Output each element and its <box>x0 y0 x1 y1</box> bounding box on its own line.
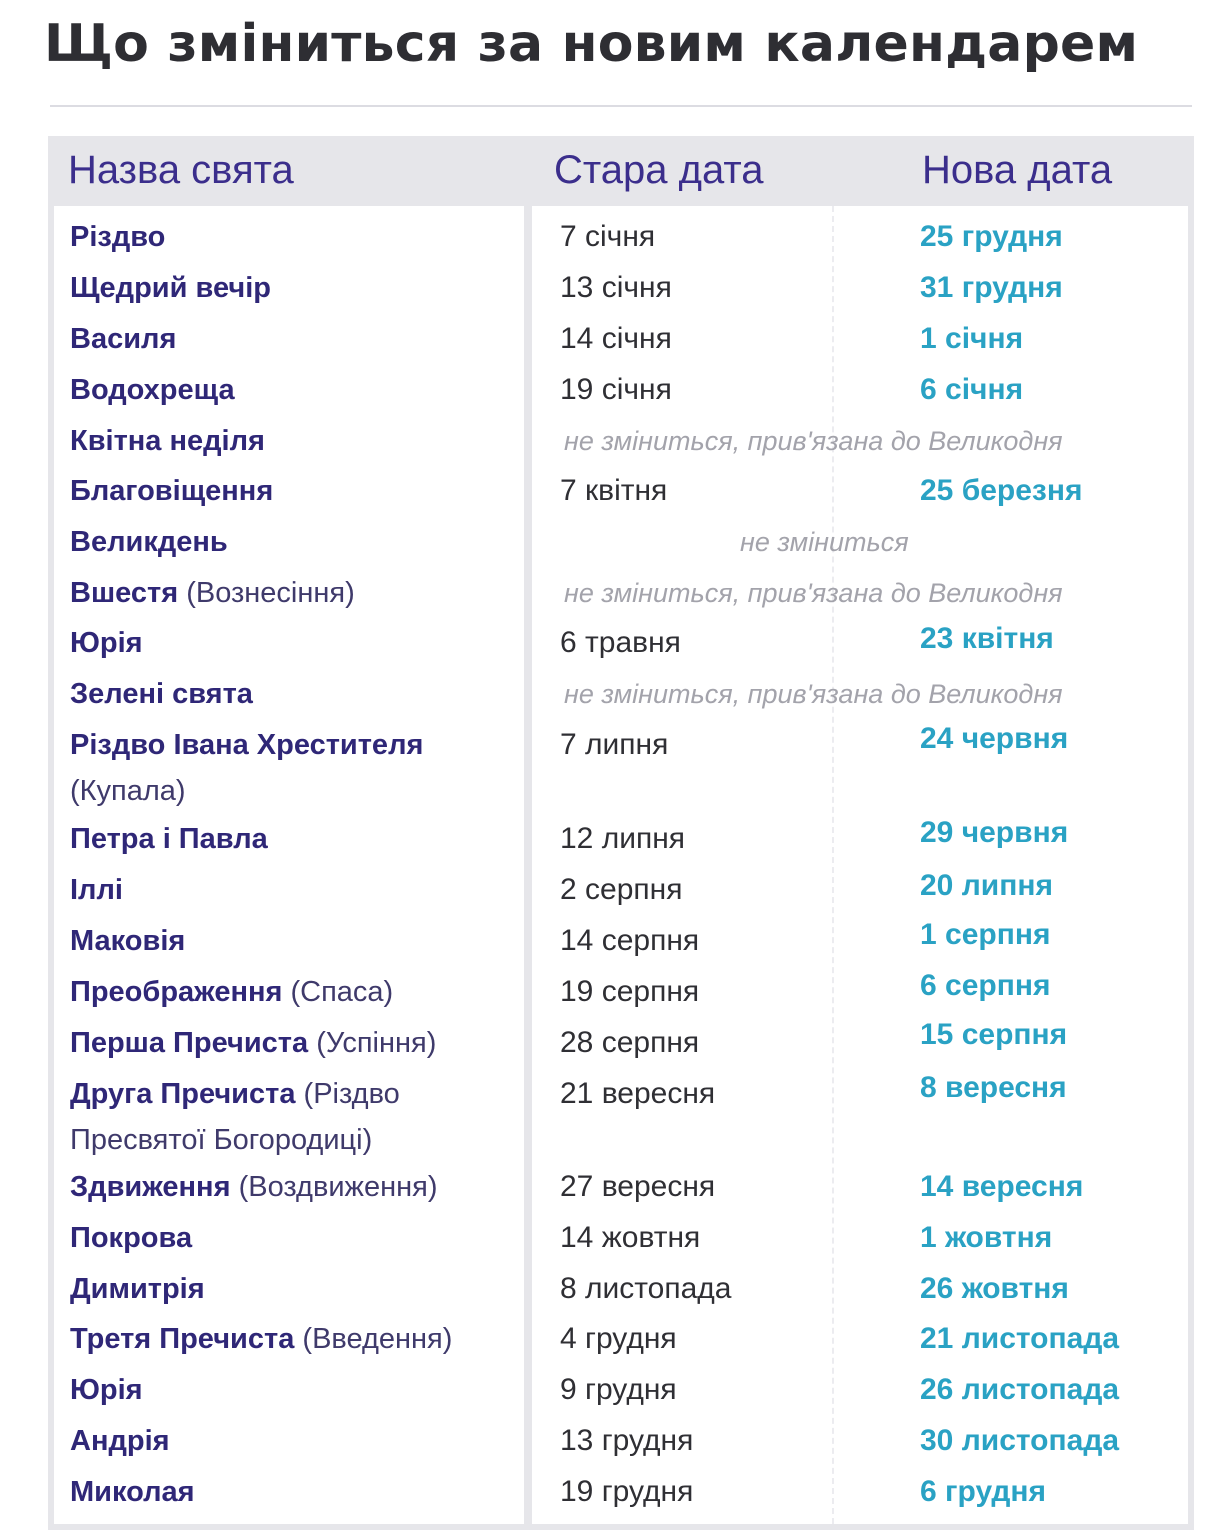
holiday-name: Благовіщення <box>70 475 274 507</box>
holiday-alt-name: (Спаса) <box>290 976 394 1008</box>
header-new-date: Нова дата <box>922 148 1113 192</box>
old-date: 7 липня <box>560 728 669 761</box>
page-title: Що зміниться за новим календарем <box>44 14 1139 74</box>
header-holiday-name: Назва свята <box>68 148 294 192</box>
table-row <box>48 1215 1194 1265</box>
table-row <box>48 1316 1194 1366</box>
new-date: 21 листопада <box>920 1322 1120 1355</box>
table-body <box>48 206 1194 1524</box>
holiday-name: Димитрія <box>70 1273 205 1305</box>
holiday-name-cell <box>70 969 520 1015</box>
old-date: 13 січня <box>560 271 672 304</box>
new-date: 20 липня <box>920 869 1053 902</box>
holiday-name: Миколая <box>70 1476 195 1508</box>
holiday-name-cell <box>70 265 520 311</box>
table-row <box>48 918 1194 968</box>
holiday-name: Андрія <box>70 1425 170 1457</box>
new-date: 6 січня <box>920 373 1024 406</box>
old-date: 27 вересня <box>560 1170 716 1203</box>
holiday-name-cell <box>70 671 520 717</box>
holiday-name-cell <box>70 722 520 814</box>
new-date: 1 серпня <box>920 918 1051 951</box>
holiday-alt-name-line2: Пресвятої Богородиці) <box>70 1124 373 1156</box>
holiday-name: Зелені свята <box>70 678 253 710</box>
table-row <box>48 214 1194 264</box>
old-date: 7 квітня <box>560 474 668 507</box>
old-date: 9 грудня <box>560 1373 677 1406</box>
holiday-name: Перша Пречиста <box>70 1027 309 1059</box>
holiday-name-cell <box>70 367 520 413</box>
holiday-name: Здвиження <box>70 1171 231 1203</box>
new-date: 6 грудня <box>920 1475 1047 1508</box>
new-date: 26 жовтня <box>920 1272 1069 1305</box>
table-row <box>48 316 1194 366</box>
holiday-name: Петра і Павла <box>70 823 268 855</box>
holiday-name-cell <box>70 468 520 514</box>
new-date: 26 листопада <box>920 1373 1120 1406</box>
old-date: 28 серпня <box>560 1026 700 1059</box>
table-row <box>48 1266 1194 1316</box>
new-date: 23 квітня <box>920 622 1054 655</box>
holiday-name: Водохреща <box>70 374 235 406</box>
holiday-name-cell <box>70 316 520 362</box>
old-date: 13 грудня <box>560 1424 694 1457</box>
table-row <box>48 519 1194 569</box>
unchanged-note: не зміниться <box>740 527 909 557</box>
holiday-name: Різдво Івана Хрестителя <box>70 729 424 761</box>
holiday-name: Різдво <box>70 221 166 253</box>
unchanged-note: не зміниться, прив'язана до Великодня <box>564 679 1063 709</box>
new-date: 1 жовтня <box>920 1221 1053 1254</box>
new-date: 15 серпня <box>920 1018 1068 1051</box>
holiday-name-cell <box>70 1367 520 1413</box>
holiday-name: Квітна неділя <box>70 425 265 457</box>
holiday-name: Друга Пречиста <box>70 1078 296 1110</box>
old-date: 14 жовтня <box>560 1221 701 1254</box>
new-date: 31 грудня <box>920 271 1063 304</box>
new-date: 24 червня <box>920 722 1069 755</box>
holiday-alt-name: (Різдво <box>303 1078 400 1110</box>
holiday-name-cell <box>70 1266 520 1312</box>
holiday-alt-name-line2: (Купала) <box>70 775 186 807</box>
old-date: 2 серпня <box>560 873 683 906</box>
holiday-name-cell <box>70 918 520 964</box>
holiday-name-cell <box>70 1418 520 1464</box>
table-row <box>48 1418 1194 1468</box>
holiday-name: Великдень <box>70 526 228 558</box>
holiday-name: Покрова <box>70 1222 193 1254</box>
holiday-name: Юрія <box>70 1374 143 1406</box>
holiday-name: Василя <box>70 323 177 355</box>
holiday-name: Маковія <box>70 925 186 957</box>
old-date: 14 серпня <box>560 924 700 957</box>
old-date: 19 грудня <box>560 1475 694 1508</box>
old-date: 19 серпня <box>560 975 700 1008</box>
table-row <box>48 1164 1194 1214</box>
table-row <box>48 367 1194 417</box>
holiday-name-cell <box>70 867 520 913</box>
holiday-name: Вшестя <box>70 577 179 609</box>
holiday-alt-name: (Введення) <box>302 1323 453 1355</box>
old-date: 21 вересня <box>560 1077 716 1110</box>
holiday-table <box>48 136 1194 1530</box>
holiday-name-cell <box>70 1020 520 1066</box>
old-date: 12 липня <box>560 822 686 855</box>
old-date: 7 січня <box>560 220 656 253</box>
header-old-date: Стара дата <box>554 148 764 192</box>
table-row <box>48 1367 1194 1417</box>
holiday-name-cell <box>70 1215 520 1261</box>
holiday-name-cell <box>70 1164 520 1210</box>
table-row <box>48 570 1194 620</box>
new-date: 8 вересня <box>920 1071 1067 1104</box>
table-row <box>48 1020 1194 1070</box>
holiday-name-cell <box>70 570 520 616</box>
new-date: 30 листопада <box>920 1424 1120 1457</box>
new-date: 14 вересня <box>920 1170 1084 1203</box>
holiday-alt-name: (Воздвиження) <box>238 1171 438 1203</box>
table-row <box>48 1071 1194 1156</box>
old-date: 4 грудня <box>560 1322 677 1355</box>
table-row <box>48 418 1194 468</box>
unchanged-note: не зміниться, прив'язана до Великодня <box>564 426 1063 456</box>
table-row <box>48 671 1194 721</box>
table-header <box>48 136 1194 204</box>
table-row <box>48 468 1194 518</box>
table-row <box>48 1469 1194 1519</box>
holiday-name: Третя Пречиста <box>70 1323 295 1355</box>
holiday-name: Юрія <box>70 627 143 659</box>
holiday-name-cell <box>70 1469 520 1515</box>
new-date: 6 серпня <box>920 969 1051 1002</box>
unchanged-note: не зміниться, прив'язана до Великодня <box>564 578 1063 608</box>
new-date: 29 червня <box>920 816 1069 849</box>
old-date: 19 січня <box>560 373 672 406</box>
holiday-alt-name: (Успіння) <box>316 1027 437 1059</box>
table-row <box>48 620 1194 670</box>
holiday-name: Іллі <box>70 874 123 906</box>
holiday-name-cell <box>70 519 520 565</box>
holiday-alt-name: (Вознесіння) <box>186 577 355 609</box>
new-date: 25 березня <box>920 474 1083 507</box>
holiday-name-cell <box>70 1071 520 1163</box>
old-date: 6 травня <box>560 626 681 659</box>
table-row <box>48 867 1194 917</box>
holiday-name-cell <box>70 1316 520 1362</box>
new-date: 25 грудня <box>920 220 1063 253</box>
table-row <box>48 722 1194 807</box>
holiday-name: Преображення <box>70 976 283 1008</box>
holiday-name-cell <box>70 816 520 862</box>
table-row <box>48 265 1194 315</box>
holiday-name-cell <box>70 214 520 260</box>
new-date: 1 січня <box>920 322 1024 355</box>
holiday-name: Щедрий вечір <box>70 272 271 304</box>
old-date: 8 листопада <box>560 1272 732 1305</box>
holiday-name-cell <box>70 418 520 464</box>
holiday-name-cell <box>70 620 520 666</box>
table-row <box>48 816 1194 866</box>
title-divider <box>50 105 1192 107</box>
old-date: 14 січня <box>560 322 672 355</box>
